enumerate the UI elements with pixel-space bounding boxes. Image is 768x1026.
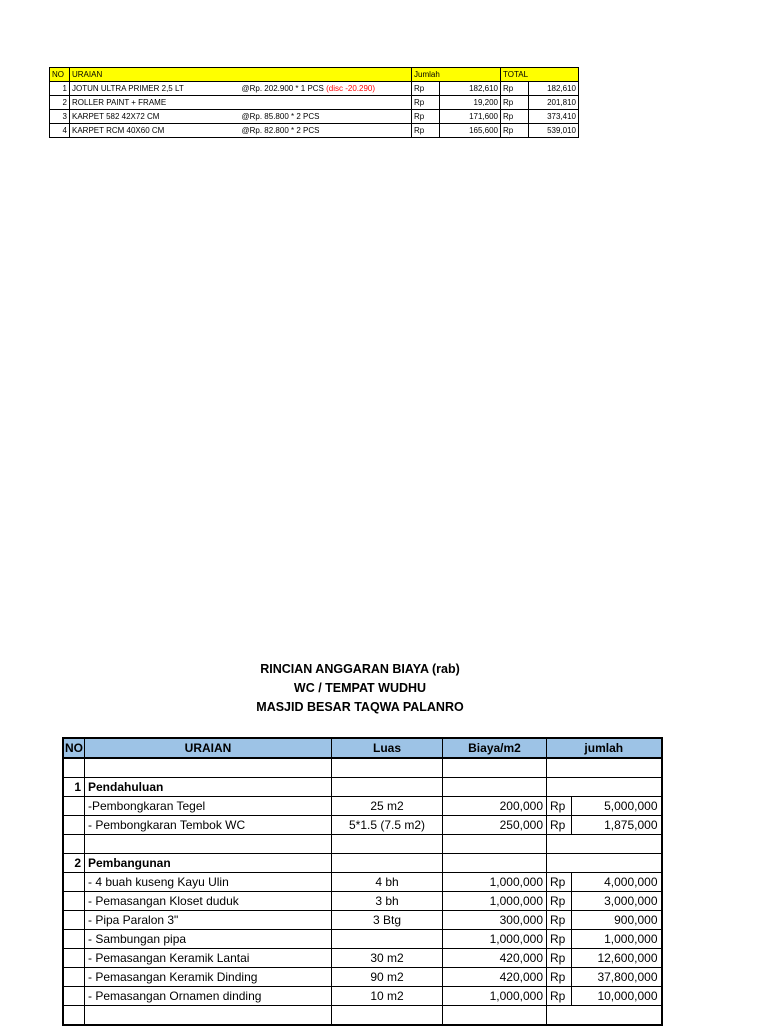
currency-label: Rp bbox=[412, 110, 440, 124]
currency-label: Rp bbox=[412, 124, 440, 138]
item-biaya: 420,000 bbox=[443, 968, 547, 987]
item-jumlah: 165,600 bbox=[440, 124, 501, 138]
empty-cell bbox=[85, 1006, 332, 1026]
item-biaya: 1,000,000 bbox=[443, 873, 547, 892]
title-line-1: RINCIAN ANGGARAN BIAYA (rab) bbox=[260, 662, 460, 676]
section-label: Pendahuluan bbox=[85, 778, 332, 797]
currency-label: Rp bbox=[501, 96, 529, 110]
empty-cell bbox=[63, 911, 85, 930]
empty-cell bbox=[63, 758, 85, 778]
table-row bbox=[63, 968, 662, 987]
currency-label: Rp bbox=[501, 110, 529, 124]
item-biaya: 1,000,000 bbox=[443, 930, 547, 949]
item-biaya: 420,000 bbox=[443, 949, 547, 968]
currency-label: Rp bbox=[547, 911, 572, 930]
item-jumlah: 171,600 bbox=[440, 110, 501, 124]
table-row bbox=[50, 82, 579, 96]
item-jumlah: 19,200 bbox=[440, 96, 501, 110]
item-name: KARPET RCM 40X60 CM bbox=[70, 124, 240, 138]
title-line-3: MASJID BESAR TAQWA PALANRO bbox=[256, 700, 464, 714]
section-no: 2 bbox=[63, 854, 85, 873]
empty-cell bbox=[547, 854, 662, 873]
item-luas: 25 m2 bbox=[332, 797, 443, 816]
section-label: Pembangunan bbox=[85, 854, 332, 873]
item-no: 2 bbox=[50, 96, 70, 110]
item-jumlah: 4,000,000 bbox=[572, 873, 662, 892]
empty-cell bbox=[63, 987, 85, 1006]
section-row bbox=[63, 778, 662, 797]
items-table-header bbox=[50, 68, 579, 82]
item-total: 182,610 bbox=[529, 82, 579, 96]
item-biaya: 300,000 bbox=[443, 911, 547, 930]
table-row bbox=[63, 816, 662, 835]
empty-cell bbox=[63, 968, 85, 987]
empty-cell bbox=[547, 1006, 662, 1026]
header-jumlah: jumlah bbox=[547, 738, 662, 758]
item-detail-text: @Rp. 202.900 * 1 PCS bbox=[241, 84, 324, 93]
header-no: NO bbox=[63, 738, 85, 758]
blank-row bbox=[63, 758, 662, 778]
empty-cell bbox=[85, 758, 332, 778]
table-row bbox=[50, 110, 579, 124]
item-name: ROLLER PAINT + FRAME bbox=[70, 96, 240, 110]
item-total: 201,810 bbox=[529, 96, 579, 110]
header-biaya: Biaya/m2 bbox=[443, 738, 547, 758]
empty-cell bbox=[332, 854, 443, 873]
item-label: - Pemasangan Kloset duduk bbox=[85, 892, 332, 911]
currency-label: Rp bbox=[547, 873, 572, 892]
rab-table bbox=[62, 737, 663, 1026]
item-no: 3 bbox=[50, 110, 70, 124]
item-jumlah: 900,000 bbox=[572, 911, 662, 930]
item-jumlah: 1,875,000 bbox=[572, 816, 662, 835]
table-row bbox=[63, 797, 662, 816]
currency-label: Rp bbox=[501, 82, 529, 96]
item-detail bbox=[240, 110, 412, 124]
currency-label: Rp bbox=[547, 892, 572, 911]
table-row bbox=[63, 911, 662, 930]
item-label: - Sambungan pipa bbox=[85, 930, 332, 949]
item-label: - Pemasangan Ornamen dinding bbox=[85, 987, 332, 1006]
item-label: -Pembongkaran Tegel bbox=[85, 797, 332, 816]
item-luas: 10 m2 bbox=[332, 987, 443, 1006]
item-luas: 90 m2 bbox=[332, 968, 443, 987]
item-jumlah: 37,800,000 bbox=[572, 968, 662, 987]
item-total: 373,410 bbox=[529, 110, 579, 124]
currency-label: Rp bbox=[547, 949, 572, 968]
empty-cell bbox=[332, 1006, 443, 1026]
empty-cell bbox=[547, 758, 662, 778]
empty-cell bbox=[63, 873, 85, 892]
currency-label: Rp bbox=[547, 797, 572, 816]
table-row bbox=[63, 949, 662, 968]
empty-cell bbox=[63, 797, 85, 816]
item-luas: 3 Btg bbox=[332, 911, 443, 930]
item-jumlah: 12,600,000 bbox=[572, 949, 662, 968]
header-luas: Luas bbox=[332, 738, 443, 758]
currency-label: Rp bbox=[501, 124, 529, 138]
currency-label: Rp bbox=[547, 930, 572, 949]
header-no: NO bbox=[50, 68, 70, 82]
item-detail bbox=[240, 124, 412, 138]
table-row bbox=[50, 96, 579, 110]
item-jumlah: 182,610 bbox=[440, 82, 501, 96]
empty-cell bbox=[443, 835, 547, 854]
empty-cell bbox=[547, 835, 662, 854]
item-luas: 4 bh bbox=[332, 873, 443, 892]
item-name: KARPET 582 42X72 CM bbox=[70, 110, 240, 124]
empty-cell bbox=[332, 758, 443, 778]
item-luas: 5*1.5 (7.5 m2) bbox=[332, 816, 443, 835]
empty-cell bbox=[443, 1006, 547, 1026]
item-detail-text: @Rp. 85.800 * 2 PCS bbox=[241, 112, 320, 121]
item-label: - Pemasangan Keramik Lantai bbox=[85, 949, 332, 968]
currency-label: Rp bbox=[547, 968, 572, 987]
header-total: TOTAL bbox=[501, 68, 579, 82]
empty-cell bbox=[332, 835, 443, 854]
empty-cell bbox=[63, 835, 85, 854]
header-uraian: URAIAN bbox=[70, 68, 412, 82]
item-biaya: 200,000 bbox=[443, 797, 547, 816]
title-line-2: WC / TEMPAT WUDHU bbox=[293, 681, 427, 695]
currency-label: Rp bbox=[547, 987, 572, 1006]
item-no: 1 bbox=[50, 82, 70, 96]
item-biaya: 1,000,000 bbox=[443, 892, 547, 911]
empty-cell bbox=[63, 930, 85, 949]
section-no: 1 bbox=[63, 778, 85, 797]
table-row bbox=[63, 892, 662, 911]
item-label: - 4 buah kuseng Kayu Ulin bbox=[85, 873, 332, 892]
item-detail bbox=[240, 96, 412, 110]
empty-cell bbox=[547, 778, 662, 797]
item-detail bbox=[240, 82, 412, 96]
table-row bbox=[50, 124, 579, 138]
empty-cell bbox=[443, 758, 547, 778]
item-luas bbox=[332, 930, 443, 949]
item-biaya: 250,000 bbox=[443, 816, 547, 835]
item-luas: 30 m2 bbox=[332, 949, 443, 968]
item-label: - Pembongkaran Tembok WC bbox=[85, 816, 332, 835]
currency-label: Rp bbox=[547, 816, 572, 835]
empty-cell bbox=[63, 816, 85, 835]
empty-cell bbox=[332, 778, 443, 797]
rab-table-header bbox=[63, 738, 662, 758]
item-jumlah: 3,000,000 bbox=[572, 892, 662, 911]
header-jumlah: Jumlah bbox=[412, 68, 501, 82]
blank-row bbox=[63, 835, 662, 854]
item-name: JOTUN ULTRA PRIMER 2,5 LT bbox=[70, 82, 240, 96]
currency-label: Rp bbox=[412, 82, 440, 96]
header-uraian: URAIAN bbox=[85, 738, 332, 758]
item-label: - Pipa Paralon 3" bbox=[85, 911, 332, 930]
empty-cell bbox=[63, 1006, 85, 1026]
empty-cell bbox=[63, 949, 85, 968]
item-label: - Pemasangan Keramik Dinding bbox=[85, 968, 332, 987]
item-biaya: 1,000,000 bbox=[443, 987, 547, 1006]
table-row bbox=[63, 873, 662, 892]
item-jumlah: 1,000,000 bbox=[572, 930, 662, 949]
items-table bbox=[49, 67, 579, 138]
rab-title bbox=[0, 660, 720, 717]
empty-cell bbox=[443, 778, 547, 797]
item-detail-text: @Rp. 82.800 * 2 PCS bbox=[241, 126, 320, 135]
empty-cell bbox=[63, 892, 85, 911]
item-luas: 3 bh bbox=[332, 892, 443, 911]
item-jumlah: 10,000,000 bbox=[572, 987, 662, 1006]
currency-label: Rp bbox=[412, 96, 440, 110]
table-row bbox=[63, 987, 662, 1006]
table-row bbox=[63, 930, 662, 949]
item-no: 4 bbox=[50, 124, 70, 138]
blank-row bbox=[63, 1006, 662, 1026]
section-row bbox=[63, 854, 662, 873]
item-total: 539,010 bbox=[529, 124, 579, 138]
empty-cell bbox=[443, 854, 547, 873]
empty-cell bbox=[85, 835, 332, 854]
item-jumlah: 5,000,000 bbox=[572, 797, 662, 816]
item-discount: (disc -20.290) bbox=[326, 84, 376, 93]
